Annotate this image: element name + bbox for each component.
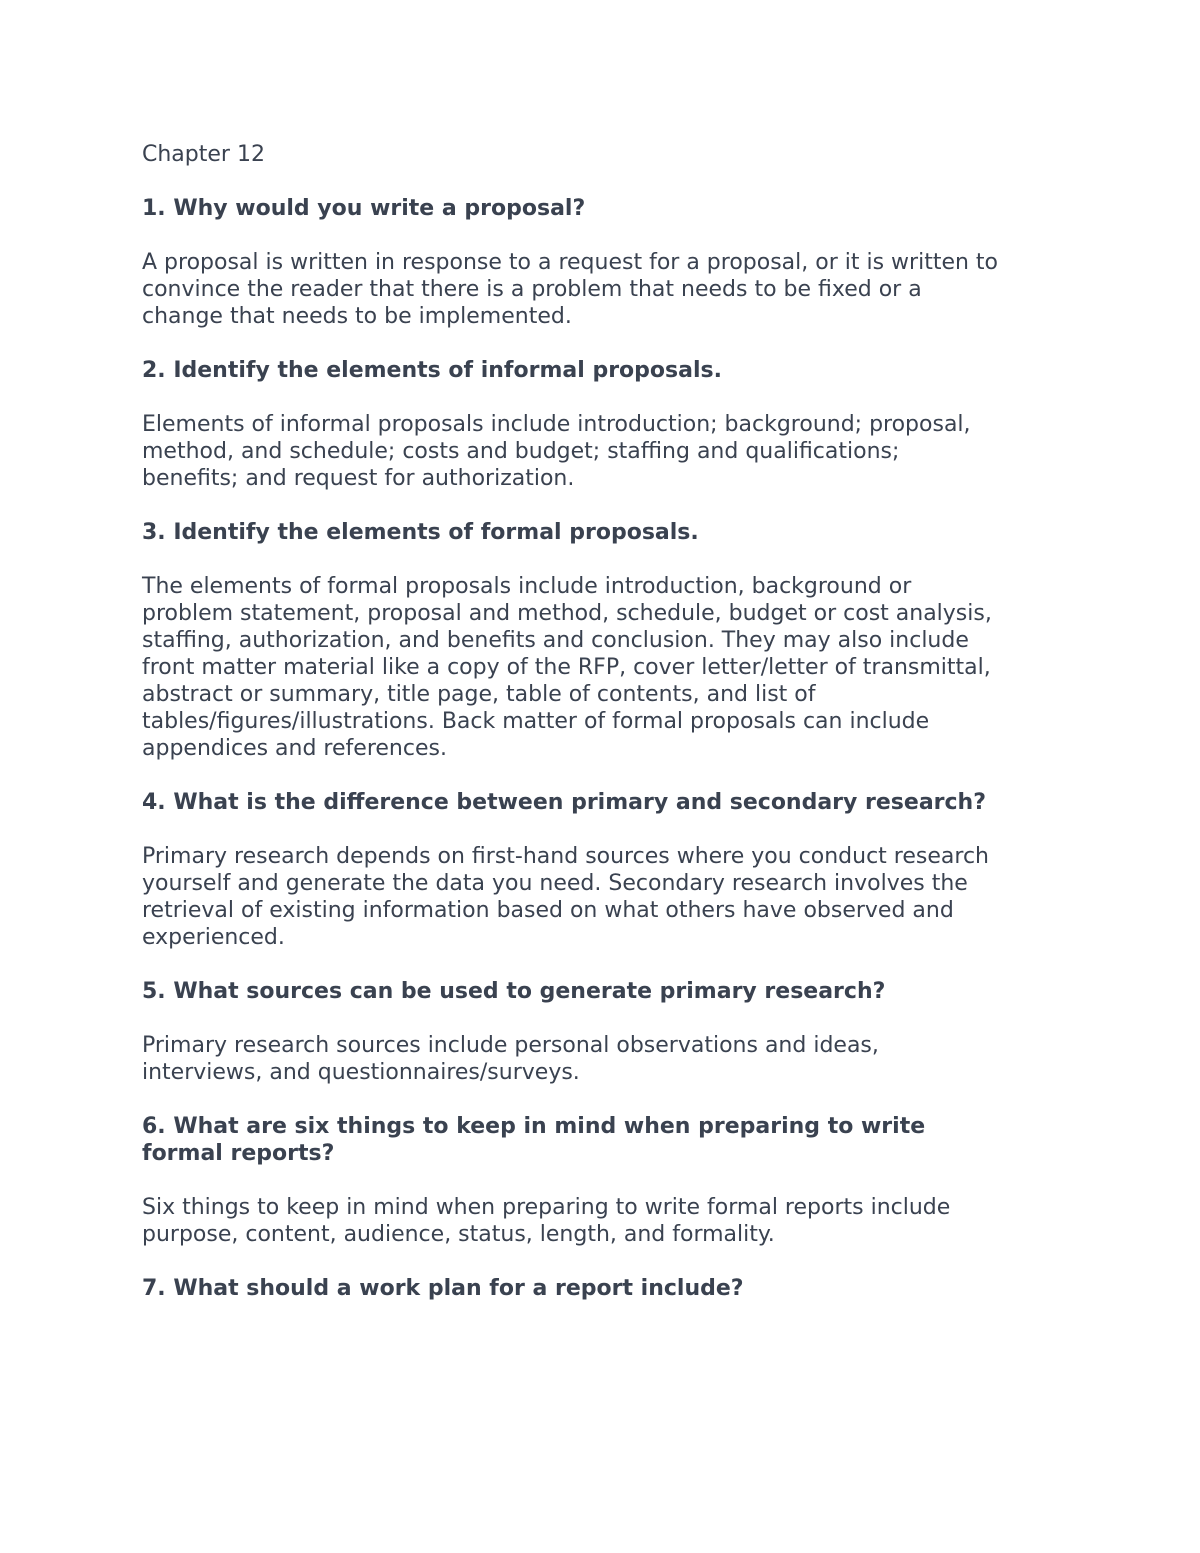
answer-4: Primary research depends on first-hand sources where you conduct research yourself and generate the data you need. Secondary research involves the retrieval of existing information based on what others have observed and experienced. xyxy=(142,844,989,950)
question-5: 5. What sources can be used to generate primary research? xyxy=(142,979,886,1004)
question-7: 7. What should a work plan for a report include? xyxy=(142,1276,744,1301)
question-4: 4. What is the difference between primary and secondary research? xyxy=(142,790,986,815)
question-3: 3. Identify the elements of formal proposals. xyxy=(142,520,699,545)
document-page xyxy=(142,140,1082,1329)
question-6: 6. What are six things to keep in mind when preparing to write formal reports? xyxy=(142,1114,926,1166)
answer-2: Elements of informal proposals include introduction; background; proposal, method, and schedule; costs and budget; staffing and qualifications; benefits; and request for authorization. xyxy=(142,412,971,491)
question-2: 2. Identify the elements of informal proposals. xyxy=(142,358,722,383)
chapter-title: Chapter 12 xyxy=(142,142,265,167)
answer-6: Six things to keep in mind when preparing to write formal reports include purpose, content, audience, status, length, and formality. xyxy=(142,1195,951,1247)
answer-5: Primary research sources include personal observations and ideas, interviews, and questionnaires/surveys. xyxy=(142,1033,879,1085)
question-1: 1. Why would you write a proposal? xyxy=(142,196,586,221)
answer-1: A proposal is written in response to a request for a proposal, or it is written to convince the reader that there is a problem that needs to be fixed or a change that needs to be implemented. xyxy=(142,250,999,329)
answer-3: The elements of formal proposals include introduction, background or problem statement, proposal and method, schedule, budget or cost analysis, staffing, authorization, and benefits and conclusion. They may also include front matter material like a copy of the RFP, cover letter/letter of transmittal, abstract or summary, title page, table of contents, and list of tables/figures/illustrations. Back matter of formal proposals can include appendices and references. xyxy=(142,574,992,761)
